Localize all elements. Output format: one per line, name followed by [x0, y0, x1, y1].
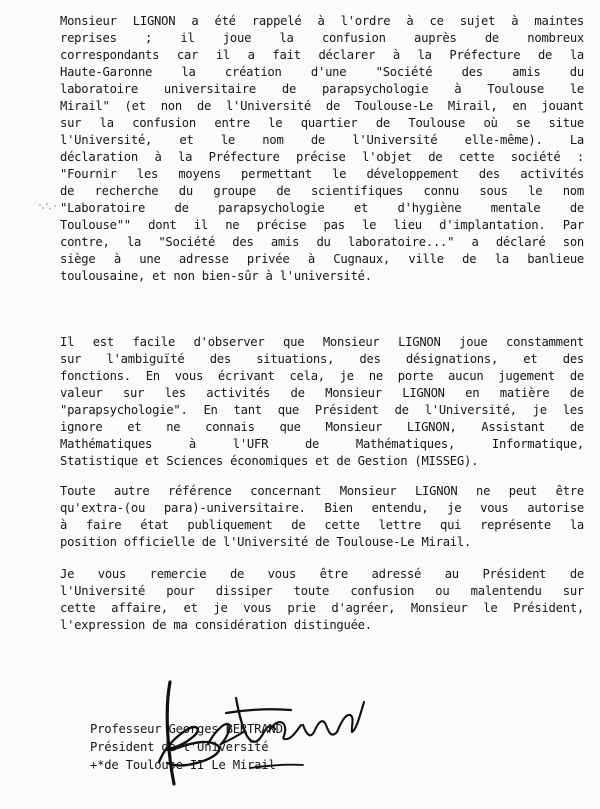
scan-speck [39, 204, 41, 206]
signature-block [90, 720, 400, 774]
paragraph-line: fonctions. En vous écrivant cela, je ne porte aucun jugement de [60, 369, 584, 383]
signer-name: Professeur Georges BERTRAND [90, 722, 283, 736]
paragraph-line: Toulouse"" dont il ne précise pas le lieu d'implantation. Par [60, 218, 584, 232]
scan-speck [46, 203, 48, 205]
paragraph-line: siège à une adresse privée à Cugnaux, ville de la banlieue [60, 252, 584, 266]
paragraph-line: déclaration à la Préfecture précise l'objet de cette société : [60, 150, 584, 164]
paragraph-line: "Fournir les moyens permettant le développement des activités [60, 167, 584, 181]
paragraph-line: qu'extra-(ou para)-universitaire. Bien entendu, je vous autorise [60, 501, 584, 515]
paragraph-line: Statistique et Sciences économiques et de Gestion (MISSEG). [60, 454, 479, 468]
paragraph-line: reprises ; il joue la confusion auprès de nombreux [60, 31, 584, 45]
paragraph-lignon-declaration [60, 13, 584, 285]
paragraph-line: "Laboratoire de parapsychologie et d'hygiène mentale de [60, 201, 584, 215]
paragraph-line: Monsieur LIGNON a été rappelé à l'ordre à ce sujet à maintes [60, 14, 584, 28]
paragraph-line: ignore et ne connais que Monsieur LIGNON, Assistant de [60, 420, 584, 434]
paragraph-line: sur la confusion entre le quartier de Toulouse où se situe [60, 116, 584, 130]
paragraph-line: Mathématiques à l'UFR de Mathématiques, Informatique, [60, 437, 584, 451]
scan-speck [49, 208, 51, 210]
paragraph-line: à faire état publiquement de cette lettre qui représente la [60, 518, 584, 532]
scan-speck [42, 207, 44, 209]
paragraph-line: position officielle de l'Université de Toulouse-Le Mirail. [60, 535, 472, 549]
paragraph-line: valeur sur les activités de Monsieur LIGNON en matière de [60, 386, 584, 400]
paragraph-line: de recherche du groupe de scientifiques connu sous le nom [60, 184, 584, 198]
paragraph-ambiguity [60, 334, 584, 470]
paragraph-line: l'Université, et le nom de l'Université elle-même). La [60, 133, 584, 147]
paragraph-line: sur l'ambiguïté des situations, des désignations, et des [60, 352, 584, 366]
scan-speck [54, 205, 56, 207]
paragraph-line: Il est facile d'observer que Monsieur LIGNON joue constamment [60, 335, 584, 349]
paragraph-line: l'expression de ma considération distinguée. [60, 618, 372, 632]
paragraph-line: l'Université pour dissiper toute confusion ou malentendu sur [60, 584, 584, 598]
signer-title: Président de l'Université [90, 740, 269, 754]
paragraph-line: toulousaine, et non bien-sûr à l'université. [60, 269, 372, 283]
paragraph-line: Toute autre référence concernant Monsieur LIGNON ne peut être [60, 484, 584, 498]
paragraph-closing [60, 566, 584, 634]
paragraph-line: Haute-Garonne la création d'une "Société des amis du [60, 65, 584, 79]
signer-institution: +*de Toulouse-II Le Mirail [90, 758, 276, 772]
paragraph-reference [60, 483, 584, 551]
paragraph-line: Mirail" (et non de l'Université de Toulouse-Le Mirail, en jouant [60, 99, 584, 113]
paragraph-line: correspondants car il a fait déclarer à la Préfecture de la [60, 48, 584, 62]
paragraph-line: Je vous remercie de vous être adressé au Président de [60, 567, 584, 581]
paragraph-line: "parapsychologie". En tant que Président de l'Université, je les [60, 403, 584, 417]
paragraph-line: cette affaire, et je vous prie d'agréer, Monsieur le Président, [60, 601, 584, 615]
paragraph-line: laboratoire universitaire de parapsychologie à Toulouse le [60, 82, 584, 96]
paragraph-line: contre, la "Société des amis du laboratoire..." a déclaré son [60, 235, 584, 249]
